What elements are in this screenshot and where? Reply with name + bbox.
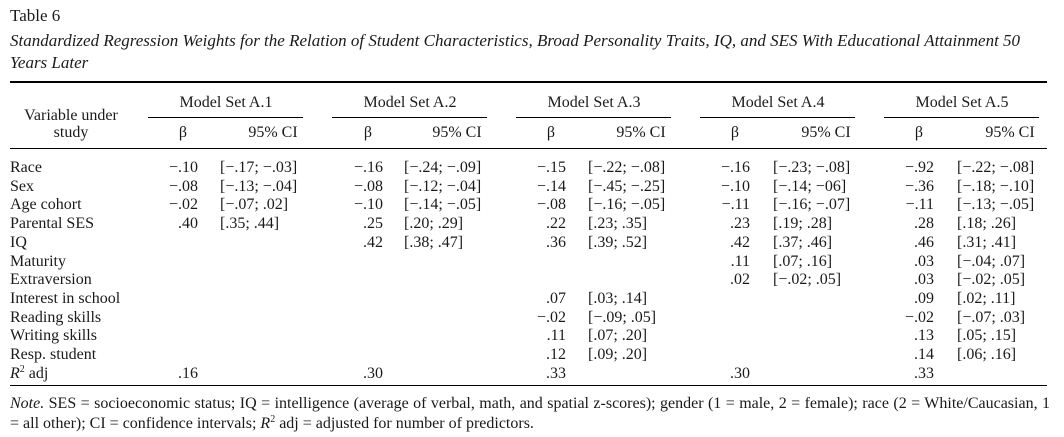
row-label: Sex xyxy=(10,177,34,195)
beta-value: −.11 xyxy=(905,196,934,214)
ci-value: [.20; .29] xyxy=(404,215,464,233)
beta-value: −.10 xyxy=(353,196,383,214)
beta-column-header: β xyxy=(730,124,740,141)
ci-value: [.02; .11] xyxy=(957,289,1016,307)
row-label: Extraversion xyxy=(10,271,92,289)
beta-value: .03 xyxy=(914,271,934,289)
bottom-rule xyxy=(10,385,1047,386)
ci-value: [−.02; .05] xyxy=(773,271,842,289)
model-set-subrule xyxy=(516,117,671,118)
beta-column-header: β xyxy=(178,124,188,141)
ci-value: [.35; .44] xyxy=(220,215,280,233)
ci-value: [−.23; −.08] xyxy=(773,159,851,176)
beta-value: .02 xyxy=(730,271,750,289)
ci-value: [.09; .20] xyxy=(588,346,648,363)
beta-value: .28 xyxy=(914,215,934,233)
beta-value: .13 xyxy=(914,327,934,345)
r2-value: .30 xyxy=(363,364,383,382)
beta-value: .09 xyxy=(914,289,934,307)
ci-value: [−.14; −.05] xyxy=(404,196,482,214)
beta-value: −.16 xyxy=(353,159,383,176)
ci-value: [−.22; −.08] xyxy=(588,159,666,176)
beta-column-header: β xyxy=(914,124,924,141)
beta-value: .22 xyxy=(546,215,566,233)
row-label: Maturity xyxy=(10,252,66,270)
beta-value: .03 xyxy=(914,252,934,270)
note-r: R xyxy=(260,415,271,432)
r2-label-sup: 2 xyxy=(19,363,25,375)
model-set-subrule xyxy=(884,117,1039,118)
ci-value: [−.13; −.05] xyxy=(957,196,1035,214)
beta-value: .11 xyxy=(730,252,750,270)
ci-value: [.18; .26] xyxy=(957,215,1017,233)
row-label: Race xyxy=(10,159,42,176)
ci-value: [−.22; −.08] xyxy=(957,159,1035,176)
model-set-subrule xyxy=(332,117,487,118)
ci-value: [.07; .16] xyxy=(773,252,833,270)
beta-column-header: β xyxy=(546,124,556,141)
beta-value: −.14 xyxy=(536,177,566,195)
beta-value: −.10 xyxy=(168,159,198,176)
r2-value: .33 xyxy=(914,364,934,382)
beta-value: −.92 xyxy=(904,159,934,176)
note-part1: SES = socioeconomic status; IQ = intelligence (average of verbal, math, and spatial z-scores); gender (1 = male, 2 = female); race (2 = White/Caucasian, 1 = all other); CI = confidence intervals; xyxy=(10,395,1050,432)
note-lead: Note. xyxy=(10,395,45,412)
table-caption: Standardized Regression Weights for the Relation of Student Characteristics, Broad Personality Traits, IQ, and SES With Educational Attainment 50 Years Later xyxy=(10,31,1021,72)
ci-value: [.31; .41] xyxy=(957,233,1017,251)
beta-value: .23 xyxy=(730,215,750,233)
model-set-header: Model Set A.2 xyxy=(363,94,457,111)
top-rule xyxy=(10,81,1047,83)
ci-value: [.06; .16] xyxy=(957,346,1017,363)
beta-value: −.11 xyxy=(721,196,750,214)
row-label: Reading skills xyxy=(10,308,102,326)
model-set-header: Model Set A.4 xyxy=(731,94,825,111)
beta-value: .42 xyxy=(363,233,383,251)
beta-value: −.16 xyxy=(720,159,750,176)
beta-value: .46 xyxy=(914,233,934,251)
beta-value: −.08 xyxy=(353,177,383,195)
beta-value: −.36 xyxy=(904,177,934,195)
ci-value: [−.45; −.25] xyxy=(588,177,666,195)
ci-value: [−.09; .05] xyxy=(588,308,657,326)
ci-value: [−.14; −06] xyxy=(773,177,847,195)
row-label: Parental SES xyxy=(10,215,94,233)
ci-column-header: 95% CI xyxy=(432,124,482,141)
ci-value: [−.16; −.07] xyxy=(773,196,851,214)
beta-value: .25 xyxy=(363,215,383,233)
beta-value: .14 xyxy=(914,346,934,363)
note-part2: adj = adjusted for number of predictors. xyxy=(275,415,534,432)
ci-value: [−.07; .02] xyxy=(220,196,289,214)
ci-value: [.03; .14] xyxy=(588,289,648,307)
model-set-header: Model Set A.1 xyxy=(179,94,273,111)
ci-value: [.19; .28] xyxy=(773,215,833,233)
beta-value: .36 xyxy=(546,233,566,251)
ci-value: [.05; .15] xyxy=(957,327,1017,345)
beta-value: .42 xyxy=(730,233,750,251)
model-set-subrule xyxy=(148,117,303,118)
header-rule xyxy=(10,148,1047,149)
table-label: Table 6 xyxy=(10,6,61,25)
ci-value: [−.07; .03] xyxy=(957,308,1026,326)
beta-column-header: β xyxy=(363,124,373,141)
beta-value: −.15 xyxy=(536,159,566,176)
beta-value: .12 xyxy=(546,346,566,363)
ci-column-header: 95% CI xyxy=(248,124,298,141)
beta-value: .40 xyxy=(178,215,198,233)
ci-value: [−.02; .05] xyxy=(957,271,1026,289)
ci-value: [.23; .35] xyxy=(588,215,648,233)
r2-label-r: R xyxy=(10,364,20,382)
ci-value: [−.12; −.04] xyxy=(404,177,482,195)
beta-value: −.08 xyxy=(536,196,566,214)
r2-row-label xyxy=(10,364,48,383)
ci-value: [−.17; −.03] xyxy=(220,159,298,176)
beta-value: −.02 xyxy=(168,196,198,214)
row-label: Age cohort xyxy=(10,196,82,214)
row-label: IQ xyxy=(10,233,27,251)
ci-column-header: 95% CI xyxy=(616,124,666,141)
model-set-subrule xyxy=(700,117,855,118)
r2-value: .30 xyxy=(730,364,750,382)
beta-value: −.02 xyxy=(904,308,934,326)
beta-value: −.02 xyxy=(536,308,566,326)
r2-label-rest: adj xyxy=(24,364,49,382)
variable-header xyxy=(16,107,126,141)
r2-value: .16 xyxy=(178,364,198,382)
ci-value: [−.24; −.09] xyxy=(404,159,482,176)
beta-value: .07 xyxy=(546,289,566,307)
ci-value: [−.04; .07] xyxy=(957,252,1026,270)
model-set-header: Model Set A.5 xyxy=(915,94,1009,111)
ci-value: [.38; .47] xyxy=(404,233,464,251)
beta-value: .11 xyxy=(546,327,566,345)
ci-value: [−.18; −.10] xyxy=(957,177,1035,195)
variable-header-line2: study xyxy=(53,124,89,141)
row-label: Interest in school xyxy=(10,289,121,307)
beta-value: −.08 xyxy=(168,177,198,195)
ci-value: [−.13; −.04] xyxy=(220,177,298,195)
ci-value: [.07; .20] xyxy=(588,327,648,345)
note-r-sup: 2 xyxy=(270,414,276,425)
row-label: Writing skills xyxy=(10,327,97,345)
ci-value: [.37; .46] xyxy=(773,233,833,251)
r2-value: .33 xyxy=(546,364,566,382)
table-note xyxy=(10,394,1050,434)
ci-column-header: 95% CI xyxy=(801,124,851,141)
ci-value: [−.16; −.05] xyxy=(588,196,666,214)
beta-value: −.10 xyxy=(720,177,750,195)
variable-header-line1: Variable under xyxy=(24,107,118,124)
row-label: Resp. student xyxy=(10,346,97,363)
ci-value: [.39; .52] xyxy=(588,233,648,251)
model-set-header: Model Set A.3 xyxy=(547,94,641,111)
ci-column-header: 95% CI xyxy=(985,124,1035,141)
